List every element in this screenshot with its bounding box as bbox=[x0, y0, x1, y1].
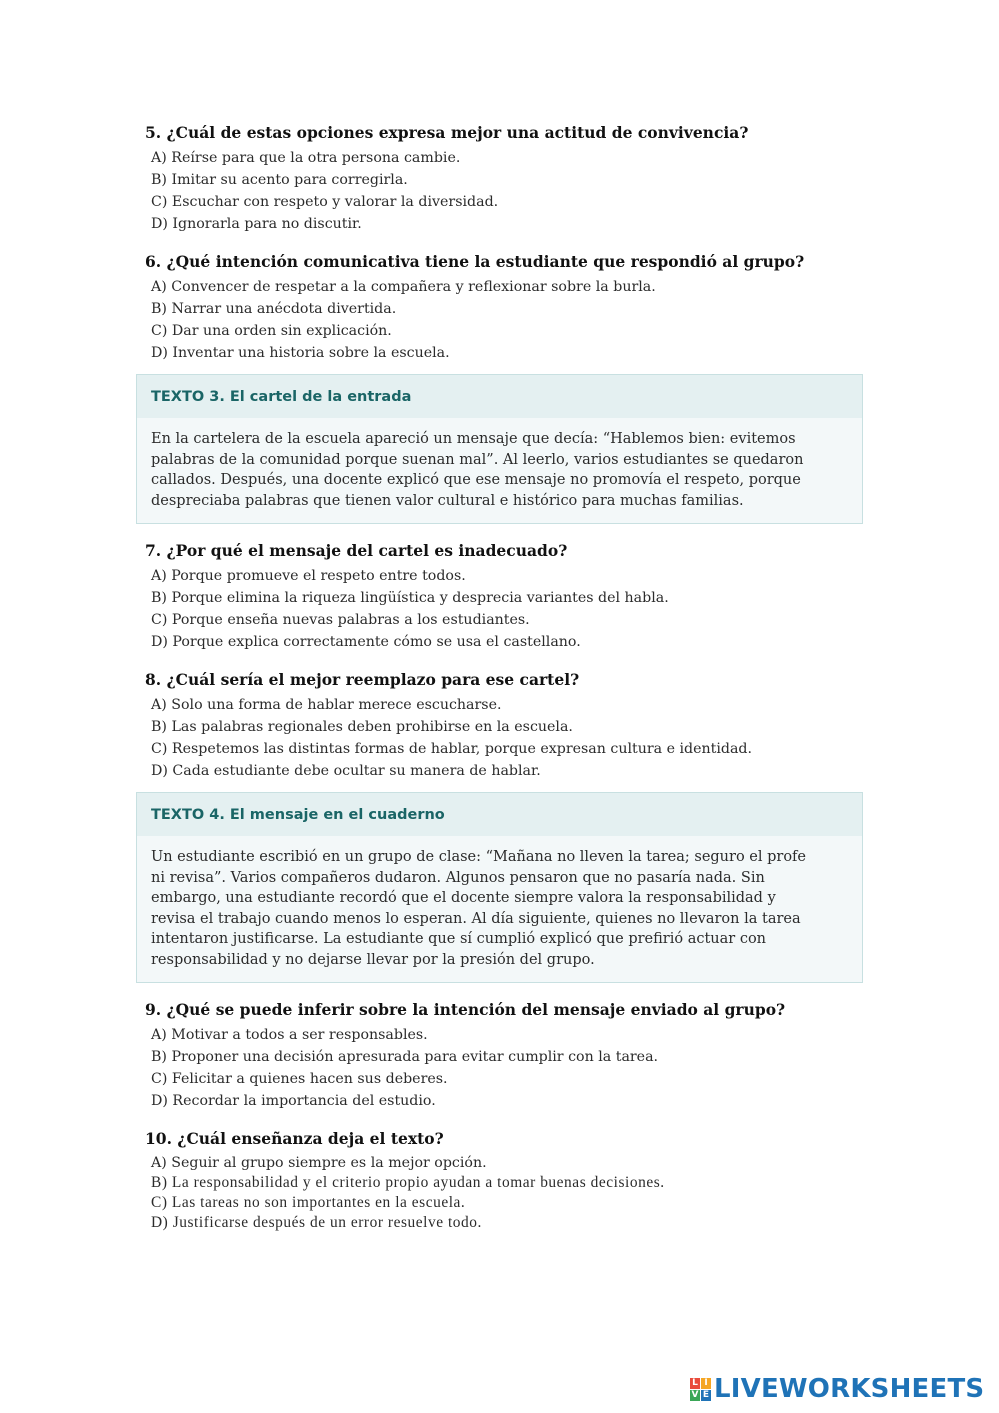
question-10-option-c[interactable]: C) Las tareas no son importantes en la escuela. bbox=[151, 1194, 466, 1211]
question-7-title: 7. ¿Por qué el mensaje del cartel es inadecuado? bbox=[145, 541, 568, 560]
question-6-option-b[interactable]: B) Narrar una anécdota divertida. bbox=[151, 301, 397, 317]
question-5-title: 5. ¿Cuál de estas opciones expresa mejor una actitud de convivencia? bbox=[145, 123, 749, 142]
question-5-option-d[interactable]: D) Ignorarla para no discutir. bbox=[151, 216, 362, 232]
question-10-title: 10. ¿Cuál enseñanza deja el texto? bbox=[145, 1129, 444, 1148]
liveworksheets-logo-icon bbox=[690, 1378, 711, 1401]
question-7-option-d[interactable]: D) Porque explica correctamente cómo se usa el castellano. bbox=[151, 634, 581, 650]
question-5-option-b[interactable]: B) Imitar su acento para corregirla. bbox=[151, 172, 408, 188]
logo-mark-l: L bbox=[690, 1378, 700, 1389]
texto-3-header bbox=[137, 375, 862, 418]
texto-4-heading: TEXTO 4. El mensaje en el cuaderno bbox=[151, 806, 445, 823]
texto-3-line: despreciaba palabras que tienen valor cultural e histórico para muchas familias. bbox=[151, 492, 744, 509]
question-10-option-d[interactable]: D) Justificarse después de un error resuelve todo. bbox=[151, 1214, 482, 1231]
liveworksheets-logo[interactable] bbox=[690, 1374, 984, 1404]
question-6-option-a[interactable]: A) Convencer de respetar a la compañera y reflexionar sobre la burla. bbox=[151, 279, 656, 295]
question-7-option-a[interactable]: A) Porque promueve el respeto entre todos. bbox=[151, 568, 466, 584]
question-8-option-c[interactable]: C) Respetemos las distintas formas de hablar, porque expresan cultura e identidad. bbox=[151, 741, 753, 757]
question-9-title: 9. ¿Qué se puede inferir sobre la intención del mensaje enviado al grupo? bbox=[145, 1000, 786, 1019]
question-10-option-b[interactable]: B) La responsabilidad y el criterio propio ayudan a tomar buenas decisiones. bbox=[151, 1174, 665, 1191]
question-5-option-a[interactable]: A) Reírse para que la otra persona cambie. bbox=[151, 150, 461, 166]
question-10-option-a[interactable]: A) Seguir al grupo siempre es la mejor opción. bbox=[151, 1155, 487, 1171]
texto-4-line: ni revisa”. Varios compañeros dudaron. Algunos pensaron que no pasaría nada. Sin bbox=[151, 869, 765, 886]
question-8-option-b[interactable]: B) Las palabras regionales deben prohibirse en la escuela. bbox=[151, 719, 573, 735]
question-9-option-d[interactable]: D) Recordar la importancia del estudio. bbox=[151, 1093, 436, 1109]
question-7-option-c[interactable]: C) Porque enseña nuevas palabras a los estudiantes. bbox=[151, 612, 530, 628]
question-6-option-c[interactable]: C) Dar una orden sin explicación. bbox=[151, 323, 392, 339]
question-9-option-c[interactable]: C) Felicitar a quienes hacen sus deberes. bbox=[151, 1071, 448, 1087]
question-8-option-d[interactable]: D) Cada estudiante debe ocultar su manera de hablar. bbox=[151, 763, 541, 779]
question-9-option-b[interactable]: B) Proponer una decisión apresurada para evitar cumplir con la tarea. bbox=[151, 1049, 659, 1065]
texto-4-body bbox=[137, 836, 862, 971]
question-9-option-a[interactable]: A) Motivar a todos a ser responsables. bbox=[151, 1027, 428, 1043]
texto-3-box bbox=[136, 374, 863, 524]
question-7-option-b[interactable]: B) Porque elimina la riqueza lingüística y desprecia variantes del habla. bbox=[151, 590, 669, 606]
question-5-option-c[interactable]: C) Escuchar con respeto y valorar la diversidad. bbox=[151, 194, 499, 210]
question-8-option-a[interactable]: A) Solo una forma de hablar merece escucharse. bbox=[151, 697, 502, 713]
logo-mark-i: I bbox=[701, 1378, 711, 1389]
texto-4-line: embargo, una estudiante recordó que el docente siempre valora la responsabilidad y bbox=[151, 890, 776, 907]
logo-mark-v: V bbox=[691, 1389, 699, 1400]
texto-3-line: callados. Después, una docente explicó que ese mensaje no promovía el respeto, porque bbox=[151, 472, 801, 489]
question-6-title: 6. ¿Qué intención comunicativa tiene la estudiante que respondió al grupo? bbox=[145, 252, 805, 271]
logo-mark-e: E bbox=[702, 1389, 710, 1400]
liveworksheets-logo-text: LIVEWORKSHEETS bbox=[714, 1374, 985, 1404]
texto-4-line: revisa el trabajo cuando menos lo esperan. Al día siguiente, quienes no llevaron la tarea bbox=[151, 910, 801, 927]
texto-3-heading: TEXTO 3. El cartel de la entrada bbox=[151, 388, 412, 405]
texto-3-line: En la cartelera de la escuela apareció un mensaje que decía: “Hablemos bien: evitemos bbox=[151, 431, 796, 447]
texto-3-line: palabras de la comunidad porque suenan mal”. Al leerlo, varios estudiantes se quedaron bbox=[151, 451, 804, 468]
texto-4-box bbox=[136, 792, 863, 983]
texto-4-line: responsabilidad y no dejarse llevar por la presión del grupo. bbox=[151, 951, 595, 968]
texto-4-line: Un estudiante escribió en un grupo de clase: “Mañana no lleven la tarea; seguro el profe bbox=[151, 849, 807, 865]
texto-4-line: intentaron justificarse. La estudiante que sí cumplió explicó que prefirió actuar con bbox=[151, 931, 767, 948]
question-6-option-d[interactable]: D) Inventar una historia sobre la escuela. bbox=[151, 345, 450, 361]
texto-4-header bbox=[137, 793, 862, 836]
texto-3-body bbox=[137, 418, 862, 511]
question-8-title: 8. ¿Cuál sería el mejor reemplazo para ese cartel? bbox=[145, 670, 580, 689]
